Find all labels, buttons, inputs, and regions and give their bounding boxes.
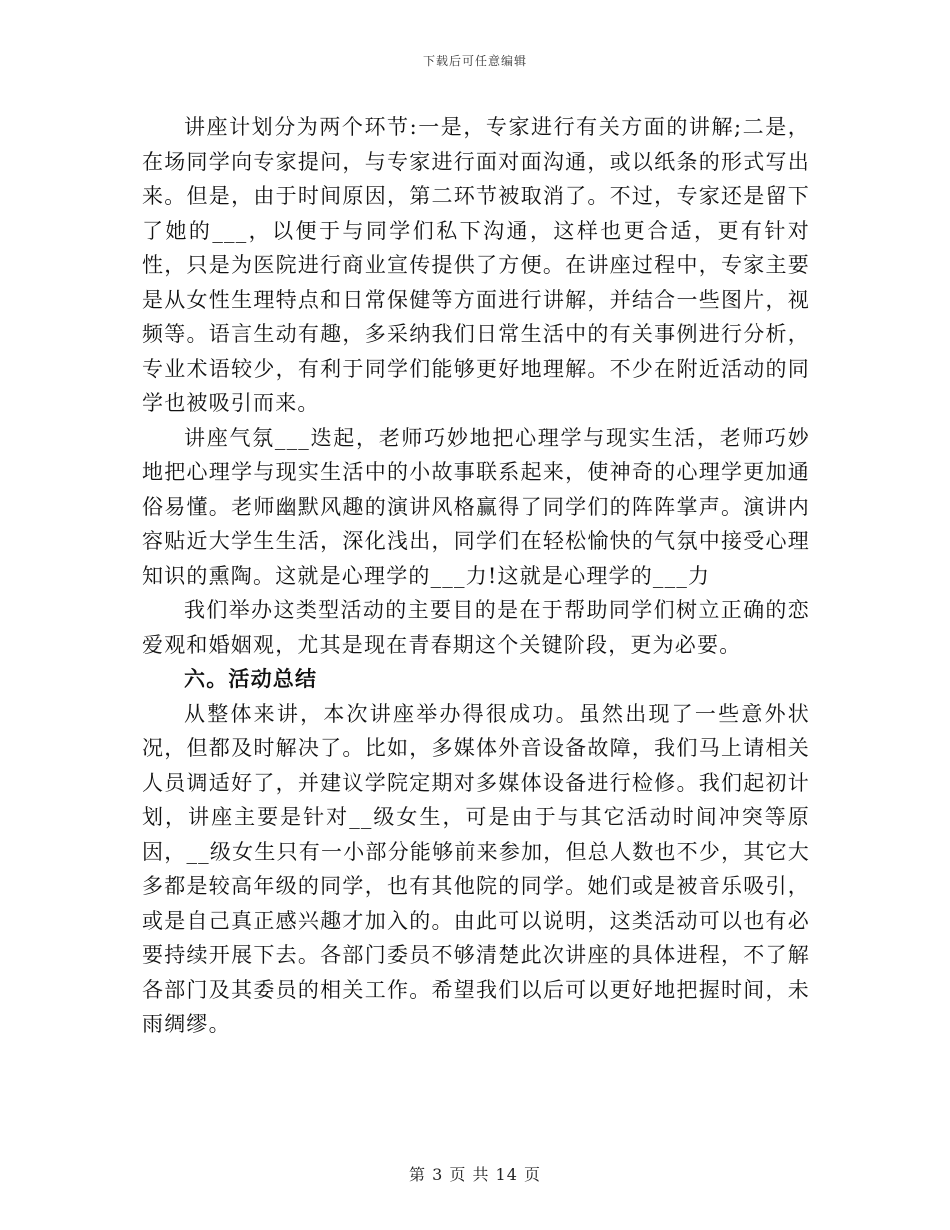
section-heading-activity-summary: 六。活动总结 bbox=[184, 666, 318, 691]
page-number-footer: 第 3 页 共 14 页 bbox=[409, 1165, 541, 1184]
document-body bbox=[142, 110, 810, 1042]
page-header-note: 下载后可任意编辑 bbox=[422, 54, 527, 68]
paragraph-lecture-atmosphere: 讲座气氛___迭起，老师巧妙地把心理学与现实生活，老师巧妙地把心理学与现实生活中的小故事联系起来，使神奇的心理学更加通俗易懂。老师幽默风趣的演讲风格赢得了同学们的阵阵掌声。演讲内容贴近大学生生活，深化浅出，同学们在轻松愉快的气氛中接受心理知识的熏陶。这就是心理学的___力!这就是心理学的___力 bbox=[142, 425, 810, 588]
paragraph-activity-purpose: 我们举办这类型活动的主要目的是在于帮助同学们树立正确的恋爱观和婚姻观，尤其是现在青春期这个关键阶段，更为必要。 bbox=[142, 598, 810, 657]
paragraph-lecture-plan: 讲座计划分为两个环节:一是，专家进行有关方面的讲解;二是，在场同学向专家提问，与专家进行面对面沟通，或以纸条的形式写出来。但是，由于时间原因，第二环节被取消了。不过，专家还是留下了她的___，以便于与同学们私下沟通，这样也更合适，更有针对性，只是为医院进行商业宣传提供了方便。在讲座过程中，专家主要是从女性生理特点和日常保健等方面进行讲解，并结合一些图片，视频等。语言生动有趣，多采纳我们日常生活中的有关事例进行分析，专业术语较少，有利于同学们能够更好地理解。不少在附近活动的同学也被吸引而来。 bbox=[142, 115, 810, 415]
paragraph-activity-summary: 从整体来讲，本次讲座举办得很成功。虽然出现了一些意外状况，但都及时解决了。比如，多媒体外音设备故障，我们马上请相关人员调适好了，并建议学院定期对多媒体设备进行检修。我们起初计划，讲座主要是针对__级女生，可是由于与其它活动时间冲突等原因，__级女生只有一小部分能够前来参加，但总人数也不少，其它大多都是较高年级的同学，也有其他院的同学。她们或是被音乐吸引，或是自己真正感兴趣才加入的。由此可以说明，这类活动可以也有必要持续开展下去。各部门委员不够清楚此次讲座的具体进程，不了解各部门及其委员的相关工作。希望我们以后可以更好地把握时间，未雨绸缪。 bbox=[142, 701, 810, 1036]
